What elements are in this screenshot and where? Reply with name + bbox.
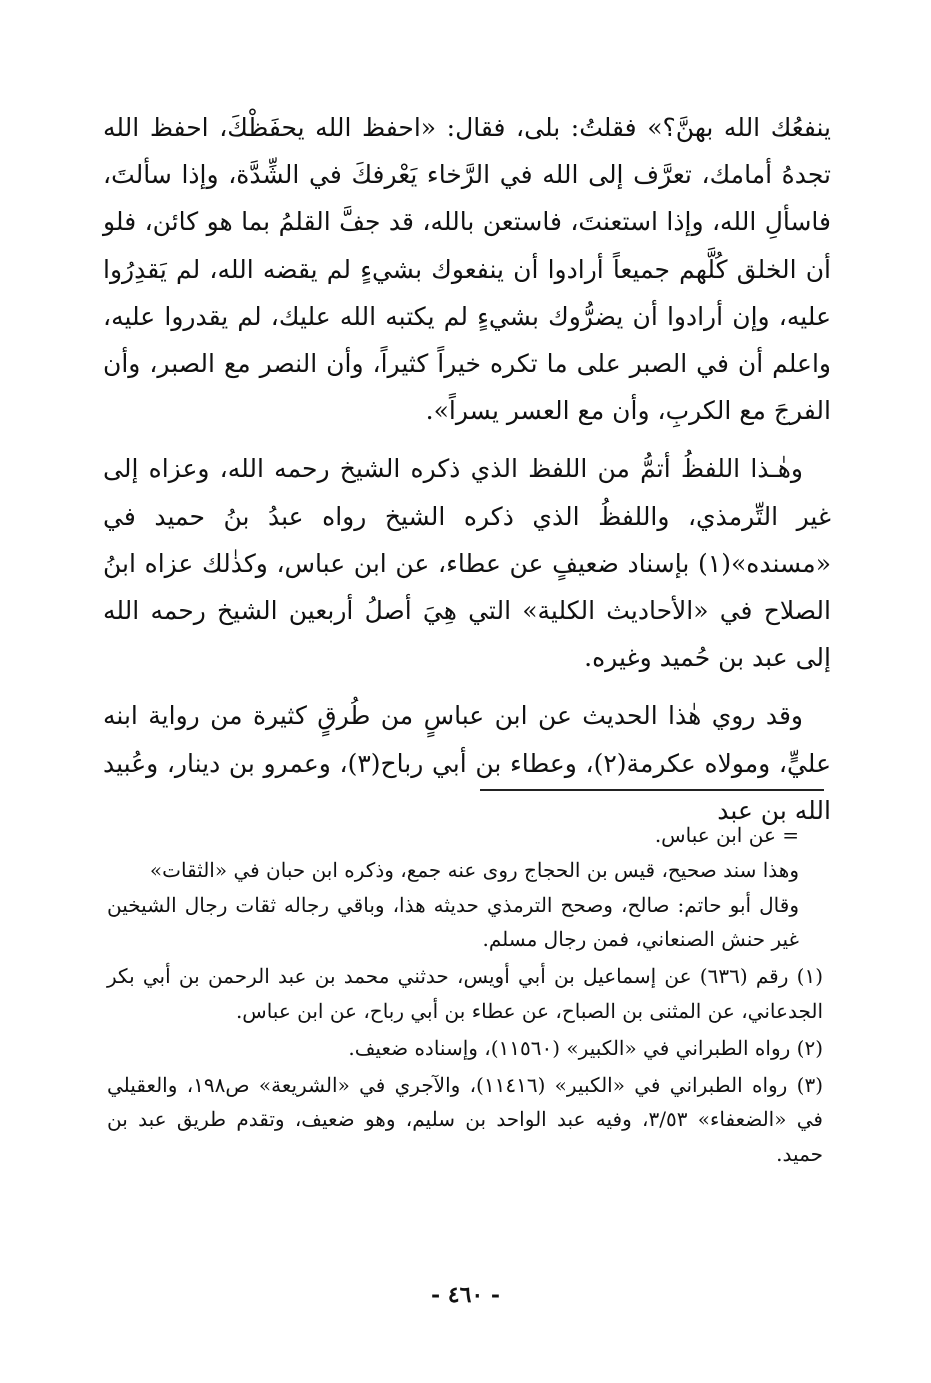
paragraph-1: ينفعُك الله بهنَّ؟» فقلتُ: بلى، فقال: «احفظ الله يحفَظْكَ، احفظ الله تجدهُ أمامك، تعرَّف إلى الله في الرَّخاء يَعْرفكَ في الشِّدَّة، وإذا سألتَ، فاسألِ الله، وإذا استعنتَ، فاستعن بالله، قد جفَّ القلمُ بما هو كائن، فلو أن الخلق كُلَّهم جميعاً أرادوا أن ينفعوك بشيءٍ لم يقضه الله، لم يَقدِرُوا عليه، وإن أرادوا أن يضرُّوك بشيءٍ لم يكتبه الله عليك، لم يقدروا عليه، واعلم أن في الصبر على ما تكره خيراً كثيراً، وأن النصر مع الصبر، وأن الفرجَ مع الكربِ، وأن مع العسر يسراً».	[103, 113, 831, 426]
footnote-1: (١) رقم (٦٣٦) عن إسماعيل بن أبي أويس، حدثني محمد بن عبد الرحمن بن أبي بكر الجدعاني، عن المثنى بن الصباح، عن عطاء بن أبي رباح، عن ابن عباس.	[107, 964, 823, 1023]
footnote-separator	[480, 789, 824, 791]
main-text	[103, 104, 831, 834]
footnote-2: (٢) رواه الطبراني في «الكبير» (١١٥٦٠)، وإسناده ضعيف.	[348, 1035, 823, 1060]
footnotes	[107, 818, 823, 1172]
footnote-carryover-line: وقال أبو حاتم: صالح، وصحح الترمذي حديثه هذا، وباقي رجاله ثقات رجال الشيخين غير حنش الصنعاني، فمن رجال مسلم.	[107, 892, 799, 952]
paragraph-3: وقد روي هٰذا الحديث عن ابن عباسٍ من طُرقٍ كثيرة من رواية ابنه عليٍّ، ومولاه عكرمة(٢)، وعطاء بن أبي رباح(٣)، وعمرو بن دينار، وعُبيد الله بن عبد	[103, 701, 831, 825]
page-number: - ٤٦٠ -	[430, 1282, 501, 1308]
footnote-carryover: = عن ابن عباس.	[654, 823, 799, 847]
footnote-carryover-line: وهذا سند صحيح، قيس بن الحجاج روى عنه جمع، وذكره ابن حبان في «الثقات»	[149, 857, 799, 882]
footnote-3: (٣) رواه الطبراني في «الكبير» (١١٤١٦)، والآجري في «الشريعة» ص١٩٨، والعقيلي في «الضعفاء» ٣/٥٣، وفيه عبد الواحد بن سليم، وهو ضعيف، وتقدم طريق عبد بن حميد.	[107, 1072, 823, 1167]
paragraph-2: وهٰـذا اللفظُ أتمُّ من اللفظ الذي ذكره الشيخ رحمه الله، وعزاه إلى غير التِّرمذي، واللفظُ الذي ذكره الشيخ رواه عبدُ بنُ حميد في «مسنده»(١) بإسناد ضعيفٍ عن عطاء، عن ابن عباس، وكذٰلك عزاه ابنُ الصلاح في «الأحاديث الكلية» التي هِيَ أصلُ أربعين الشيخ رحمه الله إلى عبد بن حُميد وغيره.	[103, 454, 831, 673]
